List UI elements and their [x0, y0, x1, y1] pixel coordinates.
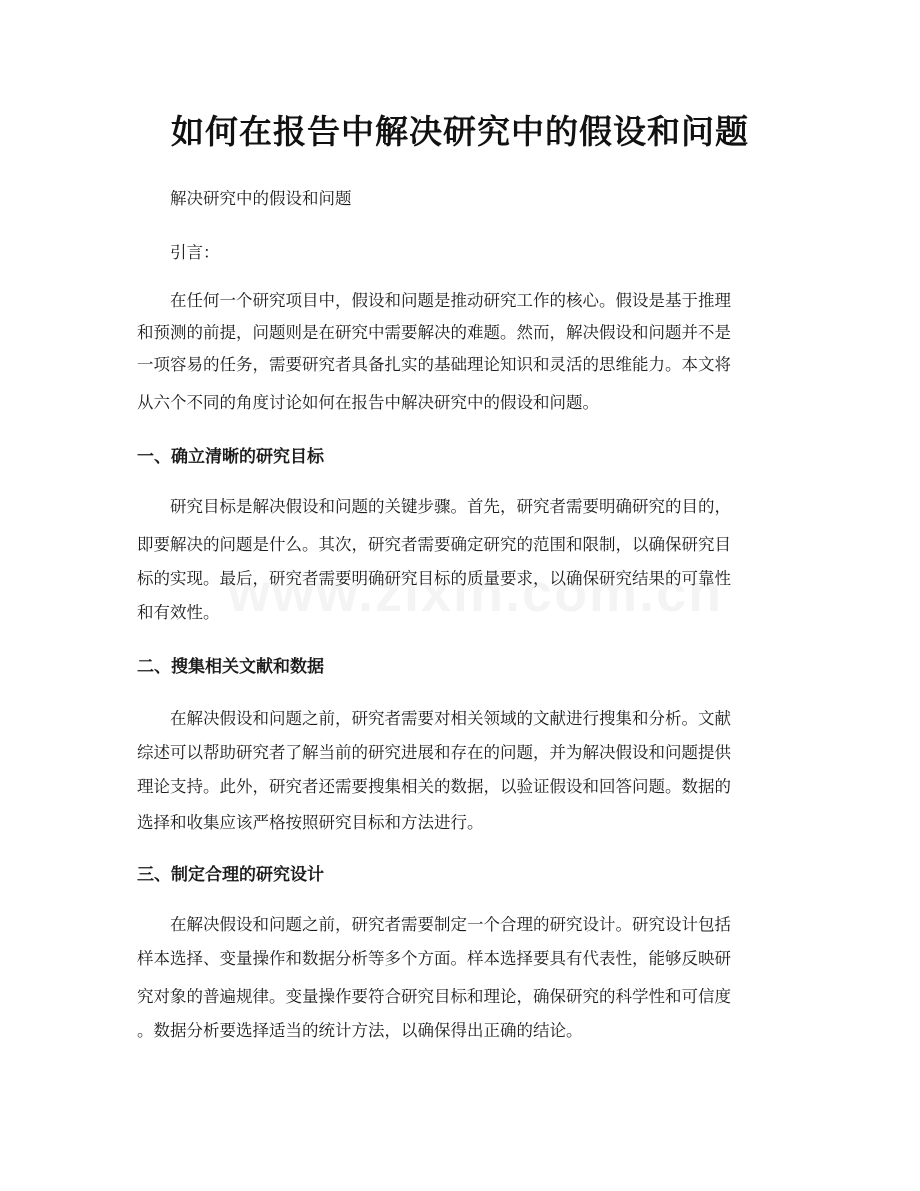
document-subtitle: 解决研究中的假设和问题	[170, 189, 352, 208]
section-2-line: 在解决假设和问题之前，研究者需要对相关领域的文献进行搜集和分析。文献	[170, 709, 731, 728]
section-2-line: 选择和收集应该严格按照研究目标和方法进行。	[137, 813, 484, 832]
intro-line: 从六个不同的角度讨论如何在报告中解决研究中的假设和问题。	[137, 393, 599, 412]
section-2-line: 综述可以帮助研究者了解当前的研究进展和存在的问题，并为解决假设和问题提供	[137, 743, 731, 762]
section-3-line: 。数据分析要选择适当的统计方法，以确保得出正确的结论。	[137, 1021, 583, 1040]
section-heading-1: 一、确立清晰的研究目标	[137, 447, 324, 467]
section-heading-2: 二、搜集相关文献和数据	[137, 657, 324, 677]
section-1-line: 标的实现。最后，研究者需要明确研究目标的质量要求，以确保研究结果的可靠性	[137, 569, 731, 588]
section-2-line: 理论支持。此外，研究者还需要搜集相关的数据，以验证假设和回答问题。数据的	[137, 777, 731, 796]
intro-label: 引言：	[170, 243, 220, 262]
intro-line: 在任何一个研究项目中，假设和问题是推动研究工作的核心。假设是基于推理	[170, 291, 731, 310]
section-1-line: 研究目标是解决假设和问题的关键步骤。首先，研究者需要明确研究的目的，	[170, 497, 731, 516]
section-heading-3: 三、制定合理的研究设计	[137, 865, 324, 885]
intro-line: 和预测的前提，问题则是在研究中需要解决的难题。然而，解决假设和问题并不是	[137, 323, 731, 342]
section-3-line: 在解决假设和问题之前，研究者需要制定一个合理的研究设计。研究设计包括	[170, 915, 731, 934]
section-3-line: 样本选择、变量操作和数据分析等多个方面。样本选择要具有代表性，能够反映研	[137, 949, 731, 968]
section-3-line: 究对象的普遍规律。变量操作要符合研究目标和理论，确保研究的科学性和可信度	[137, 987, 731, 1006]
section-1-line: 即要解决的问题是什么。其次，研究者需要确定研究的范围和限制，以确保研究目	[137, 535, 731, 554]
section-1-line: 和有效性。	[137, 603, 220, 622]
intro-line: 一项容易的任务，需要研究者具备扎实的基础理论知识和灵活的思维能力。本文将	[137, 355, 731, 374]
document-title: 如何在报告中解决研究中的假设和问题	[171, 112, 749, 151]
